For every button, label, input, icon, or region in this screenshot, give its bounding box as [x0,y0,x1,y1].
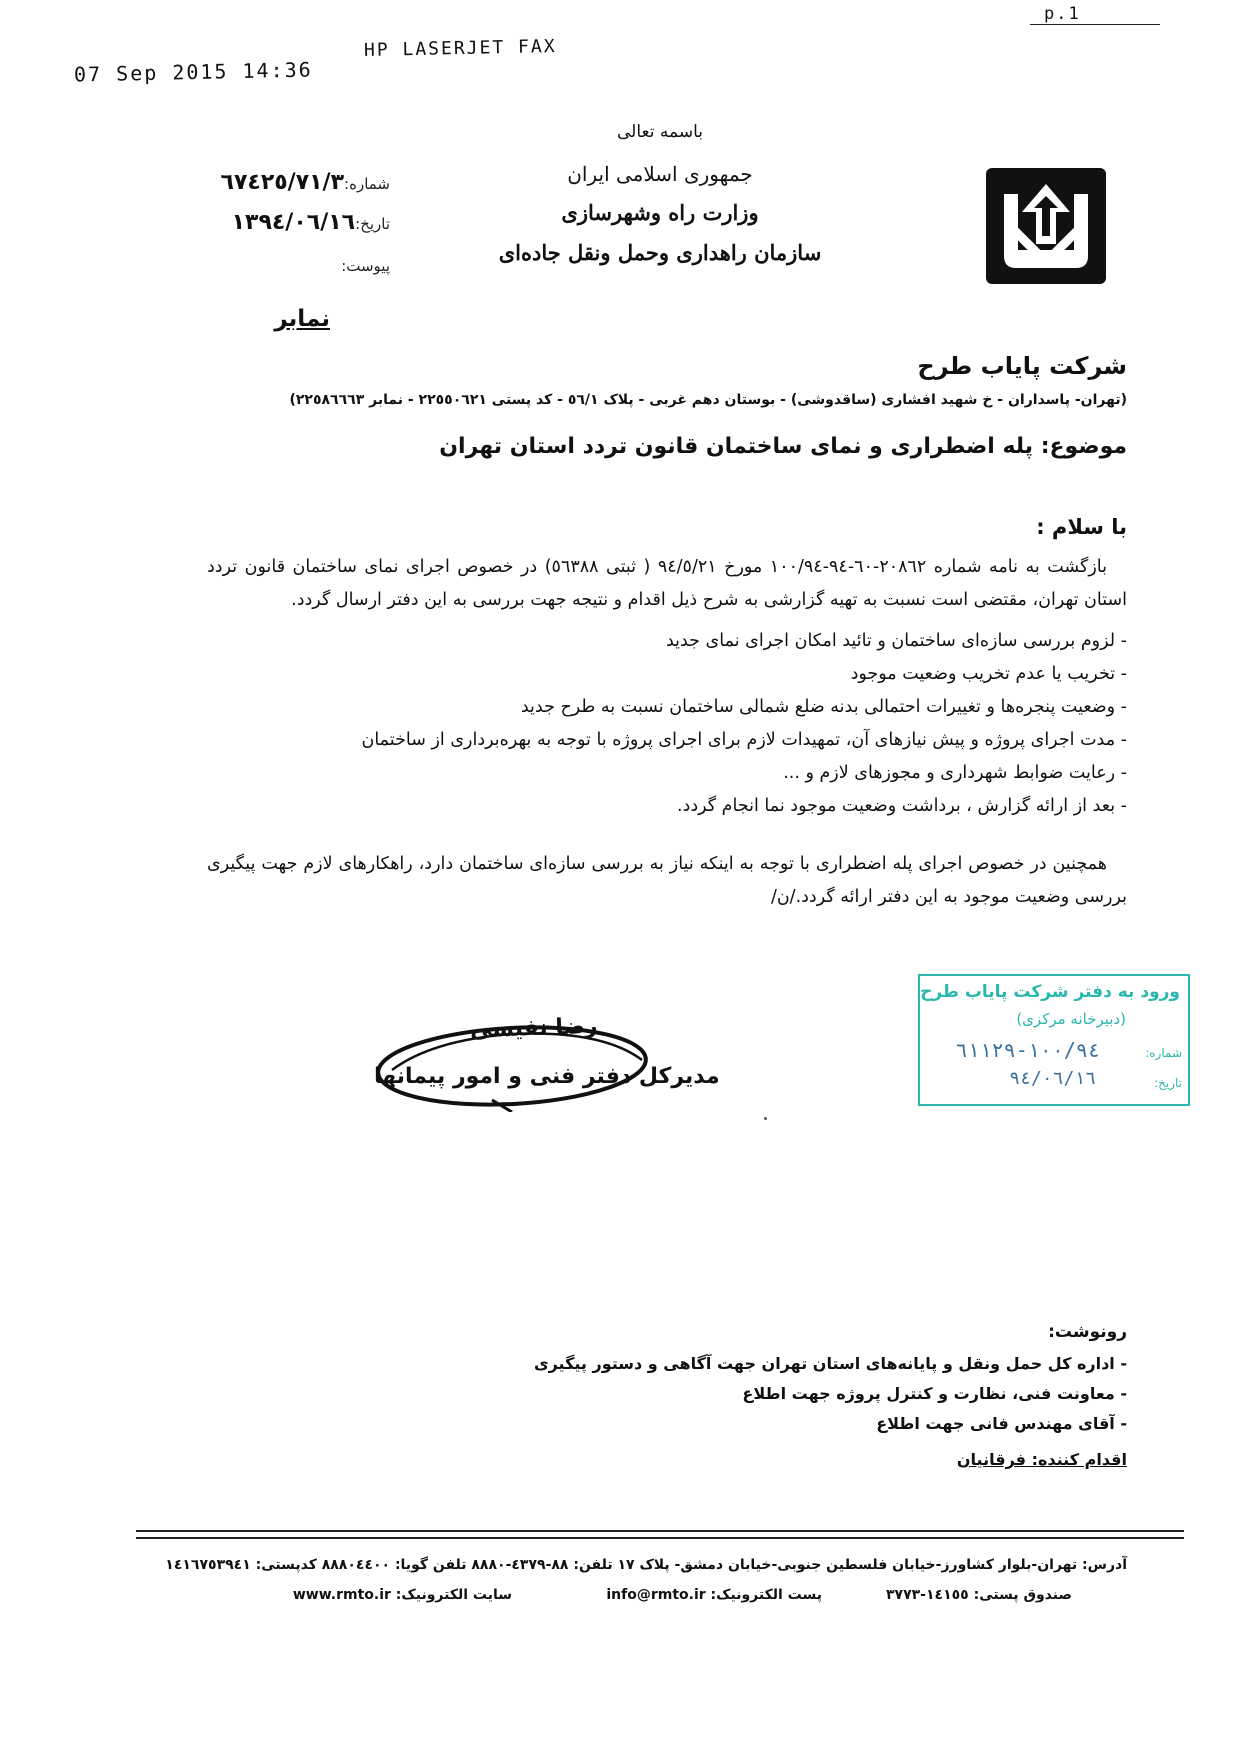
action-by: اقدام کننده: فرقانیان [956,1450,1127,1469]
list-item: - مدت اجرای پروژه و پیش نیازهای آن، تمهیدات لازم برای اجرای پروژه با توجه به بهره‌برداری از ساختمان [361,730,1127,750]
ministry-name: وزارت راه وشهرسازی [561,200,759,225]
signer-title: مدیرکل دفتر فنی و امور پیمانها [374,1064,720,1089]
letter-attachment-label: پیوست: [341,257,390,275]
stray-mark [764,1117,767,1120]
fax-device-label: HP LASERJET FAX [363,35,557,62]
letter-date-value: ١٣٩٤/٠٦/١٦ [231,210,356,235]
fax-timestamp: 07 Sep 2015 14:36 [73,57,313,87]
list-item: - لزوم بررسی سازه‌ای ساختمان و تائید امکان اجرای نمای جدید [665,631,1127,651]
list-item: - وضعیت پنجره‌ها و تغییرات احتمالی بدنه ضلع شمالی ساختمان نسبت به طرح جدید [520,697,1127,717]
bismillah-heading: باسمه تعالی [617,122,703,142]
stamp-title: ورود به دفتر شرکت پایاب طرح [920,982,1180,1002]
letter-subject: موضوع: پله اضطراری و نمای ساختمان قانون تردد استان تهران [439,434,1127,459]
letter-date [160,210,390,235]
letter-date-label: تاریخ: [355,215,390,233]
list-item: - رعایت ضوابط شهرداری و مجوزهای لازم و ... [783,763,1127,783]
stamp-number-label: شماره: [1145,1046,1182,1060]
stamp-date-value: ٩٤/٠٦/١٦ [1009,1068,1096,1089]
list-item: - تخریب یا عدم تخریب وضعیت موجود [850,664,1127,684]
cc-label: رونوشت: [1048,1322,1127,1342]
letter-number-label: شماره: [344,175,390,193]
footer-pobox: صندوق پستی: ١٤١٥٥-٣٧٧٣ [885,1587,1072,1603]
stamp-subtitle: (دبیرخانه مرکزی) [1016,1010,1126,1028]
footer-email: پست الکترونیک: info@rmto.ir [606,1587,822,1603]
stamp-date-label: تاریخ: [1154,1076,1182,1090]
fax-page-number: p.1 [1044,4,1081,24]
body-paragraph-1: بازگشت به نامه شماره ٢٠٨٦٢-٦٠-٩٤-١٠٠/٩٤ مورخ ٩٤/٥/٢١ ( ثبتی ٥٦٣٨٨) در خصوص اجرای نمای ساختمان قانون تردد استان تهران، مقتضی است نسبت به تهیه گزارشی به شرح ذیل اقدام و نتیجه جهت بررسی به این دفتر ارسال گردد. [207,557,1127,610]
cc-item: - اداره کل حمل ونقل و پایانه‌های استان تهران جهت آگاهی و دستور پیگیری [533,1354,1127,1373]
registration-stamp [918,974,1190,1106]
salutation: با سلام : [1036,515,1127,539]
signer-name: رضا نفیسی [469,1013,598,1044]
stamp-number-value: ١٠٠/٩٤-٦١١٢٩ [955,1038,1100,1062]
organization-name: سازمان راهداری وحمل ونقل جاده‌ای [498,240,822,265]
page-number-underline [1030,24,1160,25]
letter-attachment [160,252,390,276]
body-paragraph-2: همچنین در خصوص اجرای پله اضطراری با توجه به اینکه نیاز به بررسی سازه‌ای ساختمان دارد، راهکارهای لازم جهت پیگیری بررسی وضعیت موجود به این دفتر ارائه گردد./ن/ [207,854,1127,907]
cc-item: - آقای مهندس فانی جهت اطلاع [876,1414,1127,1433]
recipient-name: شرکت پایاب طرح [917,352,1127,380]
organization-logo [982,164,1110,288]
letter-number-value: ٦٧٤٢٥/٧١/٣ [220,170,345,195]
document-type-title: نمابر [274,306,330,332]
requirements-list [207,625,1127,823]
cc-item: - معاونت فنی، نظارت و کنترل پروژه جهت اطلاع [742,1384,1127,1403]
recipient-address: (تهران- پاسداران - خ شهید افشاری (ساقدوشی) - بوستان دهم غربی - پلاک ٥٦/١ - کد پستی ٢٢٥٥٠٦٢١ - نمابر ٢٢٥٨٦٦٦٣) [289,392,1127,408]
country-name: جمهوری اسلامی ایران [567,162,753,186]
footer-divider [136,1530,1184,1539]
footer-address: آدرس: تهران-بلوار کشاورز-خیابان فلسطین جنوبی-خیابان دمشق- پلاک ١٧ تلفن: ٨٨-٤٣٧٩-٨٨٨٠ تلفن گویا: ٨٨٨٠٤٤٠٠ کدپستی: ١٤١٦٧٥٣٩٤١ [165,1557,1127,1573]
footer-website: سایت الکترونیک: www.rmto.ir [292,1587,512,1603]
letter-number [160,170,390,195]
list-item: - بعد از ارائه گزارش ، برداشت وضعیت موجود نما انجام گردد. [676,796,1127,816]
